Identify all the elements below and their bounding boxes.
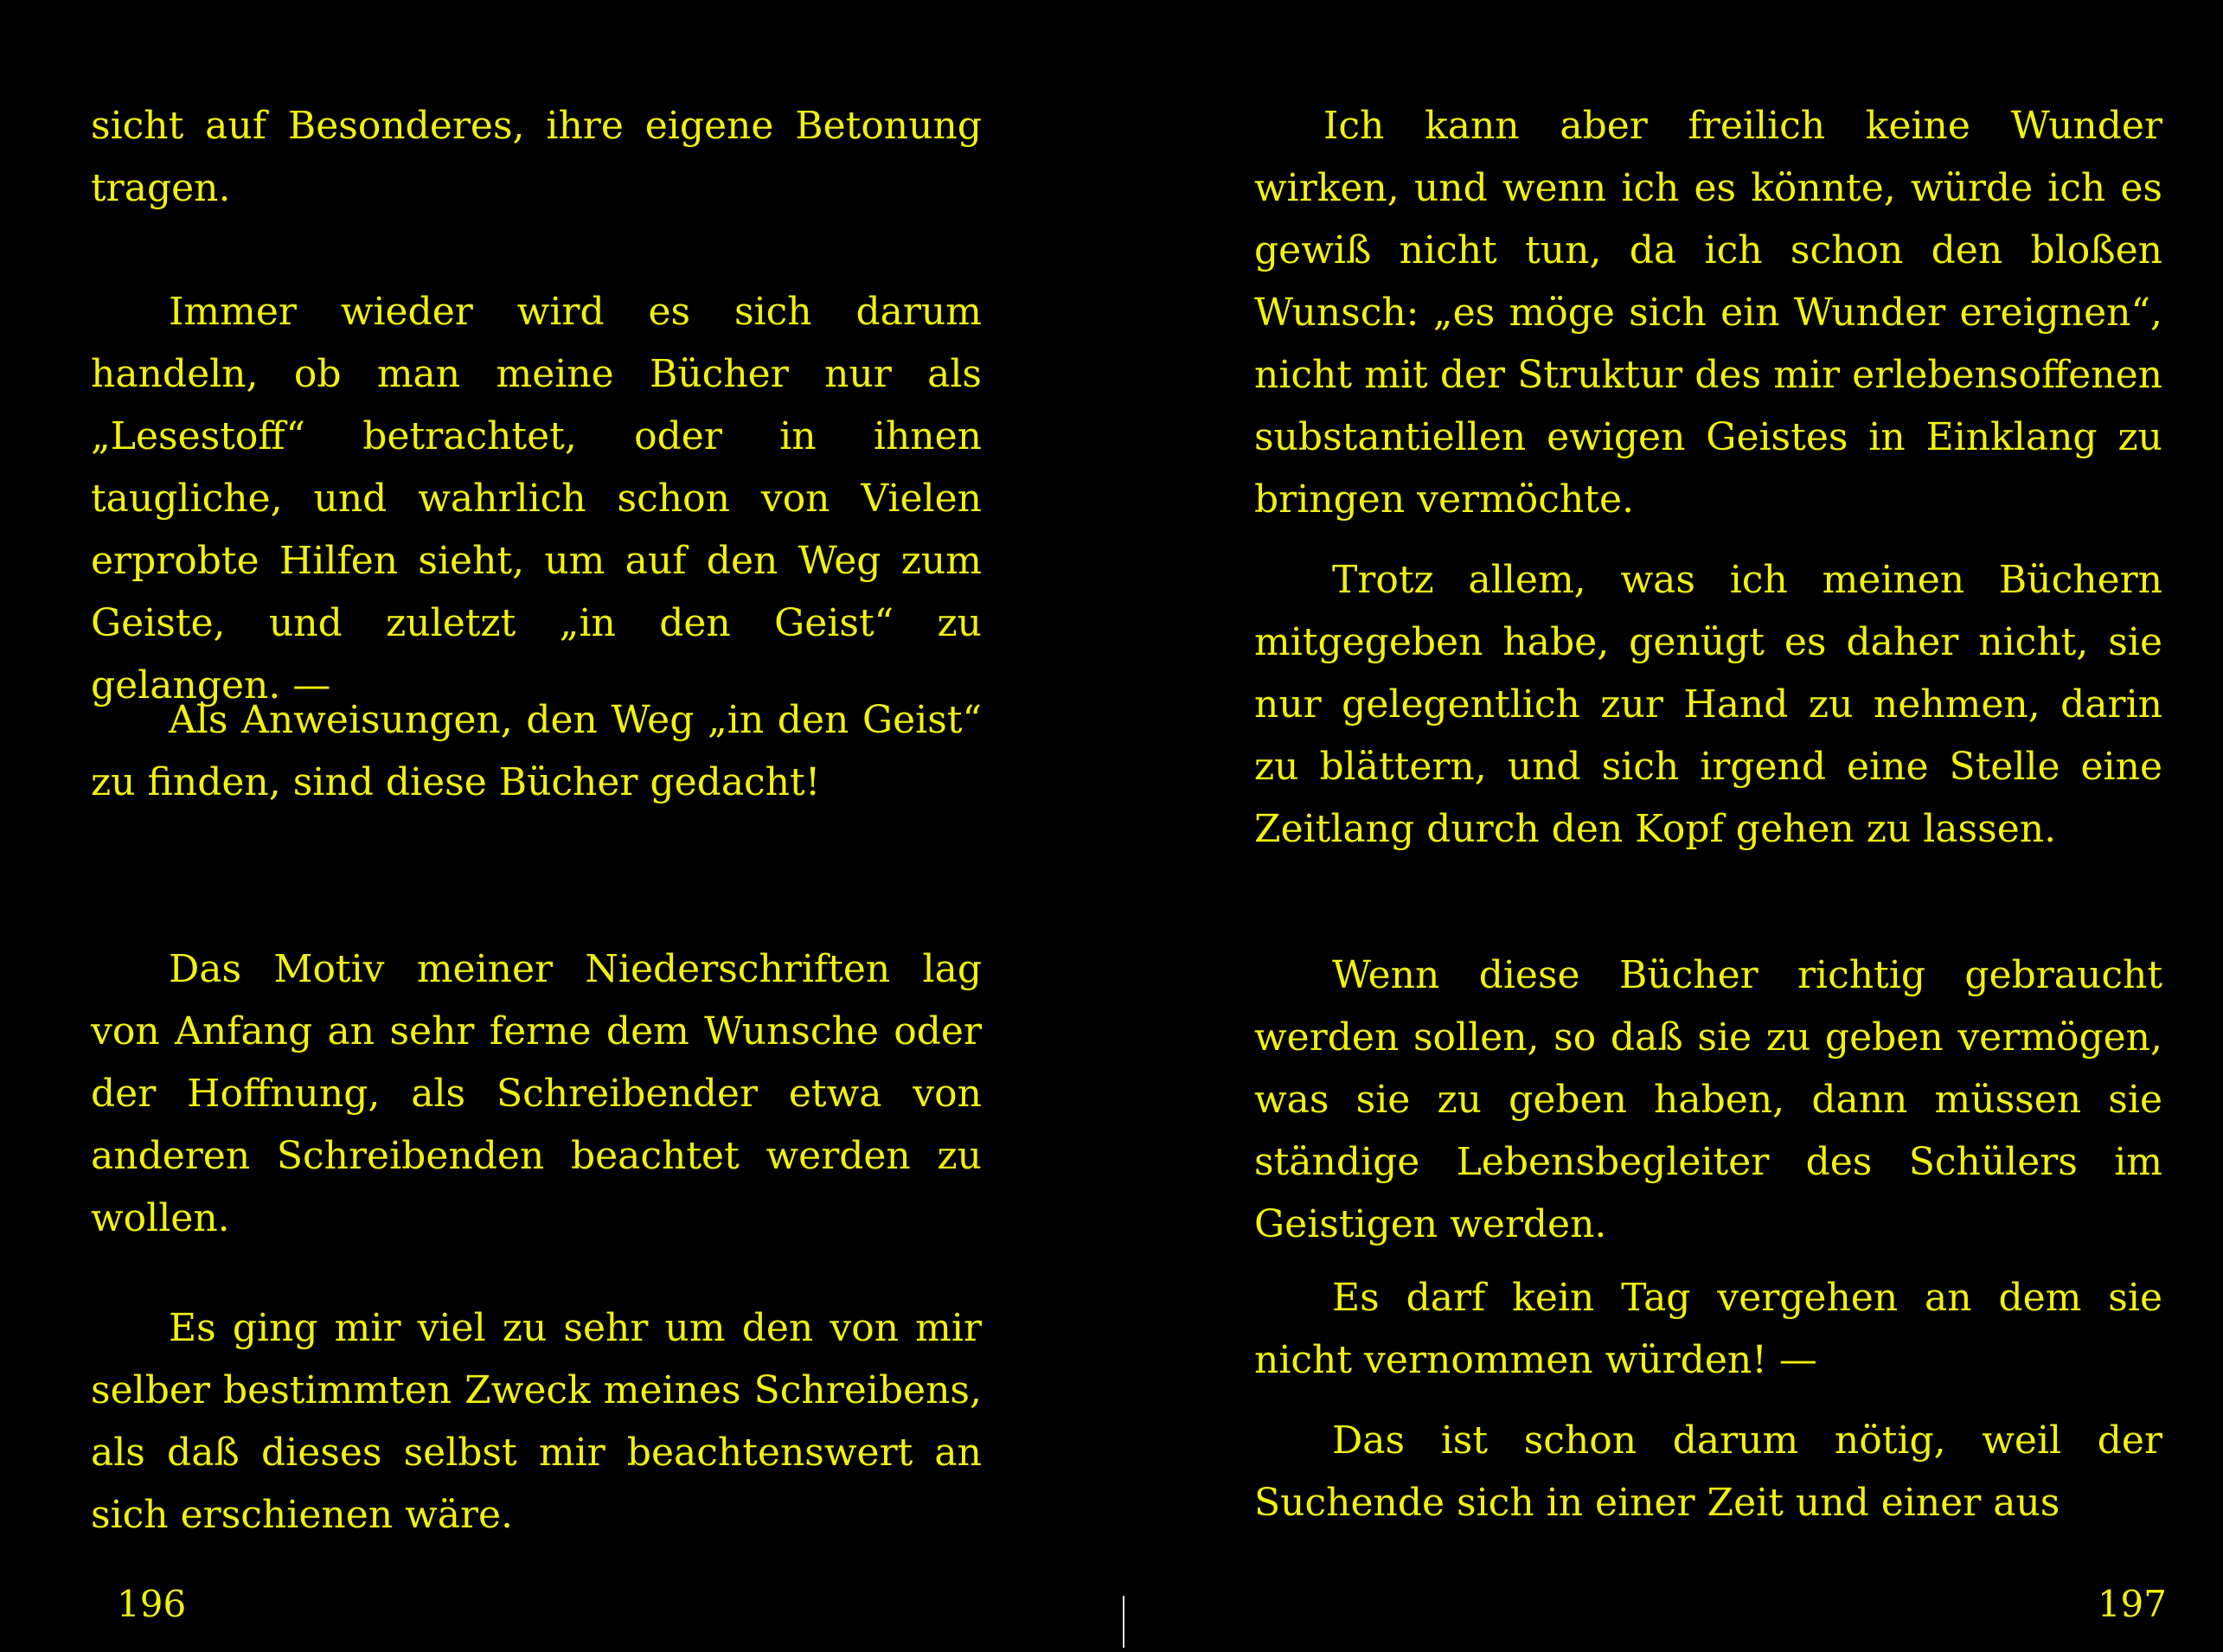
gutter-line <box>1123 1596 1124 1648</box>
page-number-right: 197 <box>2097 1583 2167 1625</box>
left-paragraph-5: Es ging mir viel zu sehr um den von mir selber bestimmten Zweck meines Schreibens, als daß dieses selbst mir beachtenswert an sich erschienen wäre. <box>91 1306 982 1537</box>
right-page <box>1254 0 2167 1652</box>
left-paragraph-2: Immer wieder wird es sich darum handeln, ob man meine Bücher nur als „Lesestoff“ betrachtet, oder in ihnen taugliche, und wahrlich schon von Vielen erprobte Hilfen sieht, um auf den Weg zum Geiste, und zuletzt „in den Geist“ zu gelangen. — <box>91 290 982 708</box>
right-paragraph-5: Das ist schon darum nötig, weil der Suchende sich in einer Zeit und einer aus <box>1254 1418 2162 1525</box>
right-paragraph-4: Es darf kein Tag vergehen an dem sie nicht vernommen würden! — <box>1254 1276 2162 1382</box>
right-paragraph-3: Wenn diese Bücher richtig gebraucht werden sollen, so daß sie zu geben vermögen, was sie zu geben haben, dann müssen sie ständige Lebensbegleiter des Schülers im Geistigen werden. <box>1254 953 2162 1246</box>
left-page <box>91 0 982 1652</box>
page-number-left: 196 <box>117 1583 187 1625</box>
left-paragraph-4: Das Motiv meiner Niederschriften lag von Anfang an sehr ferne dem Wunsche oder der Hoffnung, als Schreibender etwa von anderen Schreibenden beachtet werden zu wollen. <box>91 947 982 1240</box>
right-paragraph-2: Trotz allem, was ich meinen Büchern mitgegeben habe, genügt es daher nicht, sie nur gelegentlich zur Hand zu nehmen, darin zu blättern, und sich irgend eine Stelle eine Zeitlang durch den Kopf gehen zu lassen. <box>1254 558 2162 851</box>
right-paragraph-1: Ich kann aber freilich keine Wunder wirken, und wenn ich es könnte, würde ich es gewiß nicht tun, da ich schon den bloßen Wunsch: „es möge sich ein Wunder ereignen“, nicht mit der Struktur des mir erlebensoffenen substantiellen ewigen Geistes in Einklang zu bringen vermöchte. <box>1254 104 2162 522</box>
left-paragraph-3: Als Anweisungen, den Weg „in den Geist“ zu finden, sind diese Bücher gedacht! <box>91 698 982 804</box>
left-paragraph-1: sicht auf Besonderes, ihre eigene Betonung tragen. <box>91 104 982 210</box>
